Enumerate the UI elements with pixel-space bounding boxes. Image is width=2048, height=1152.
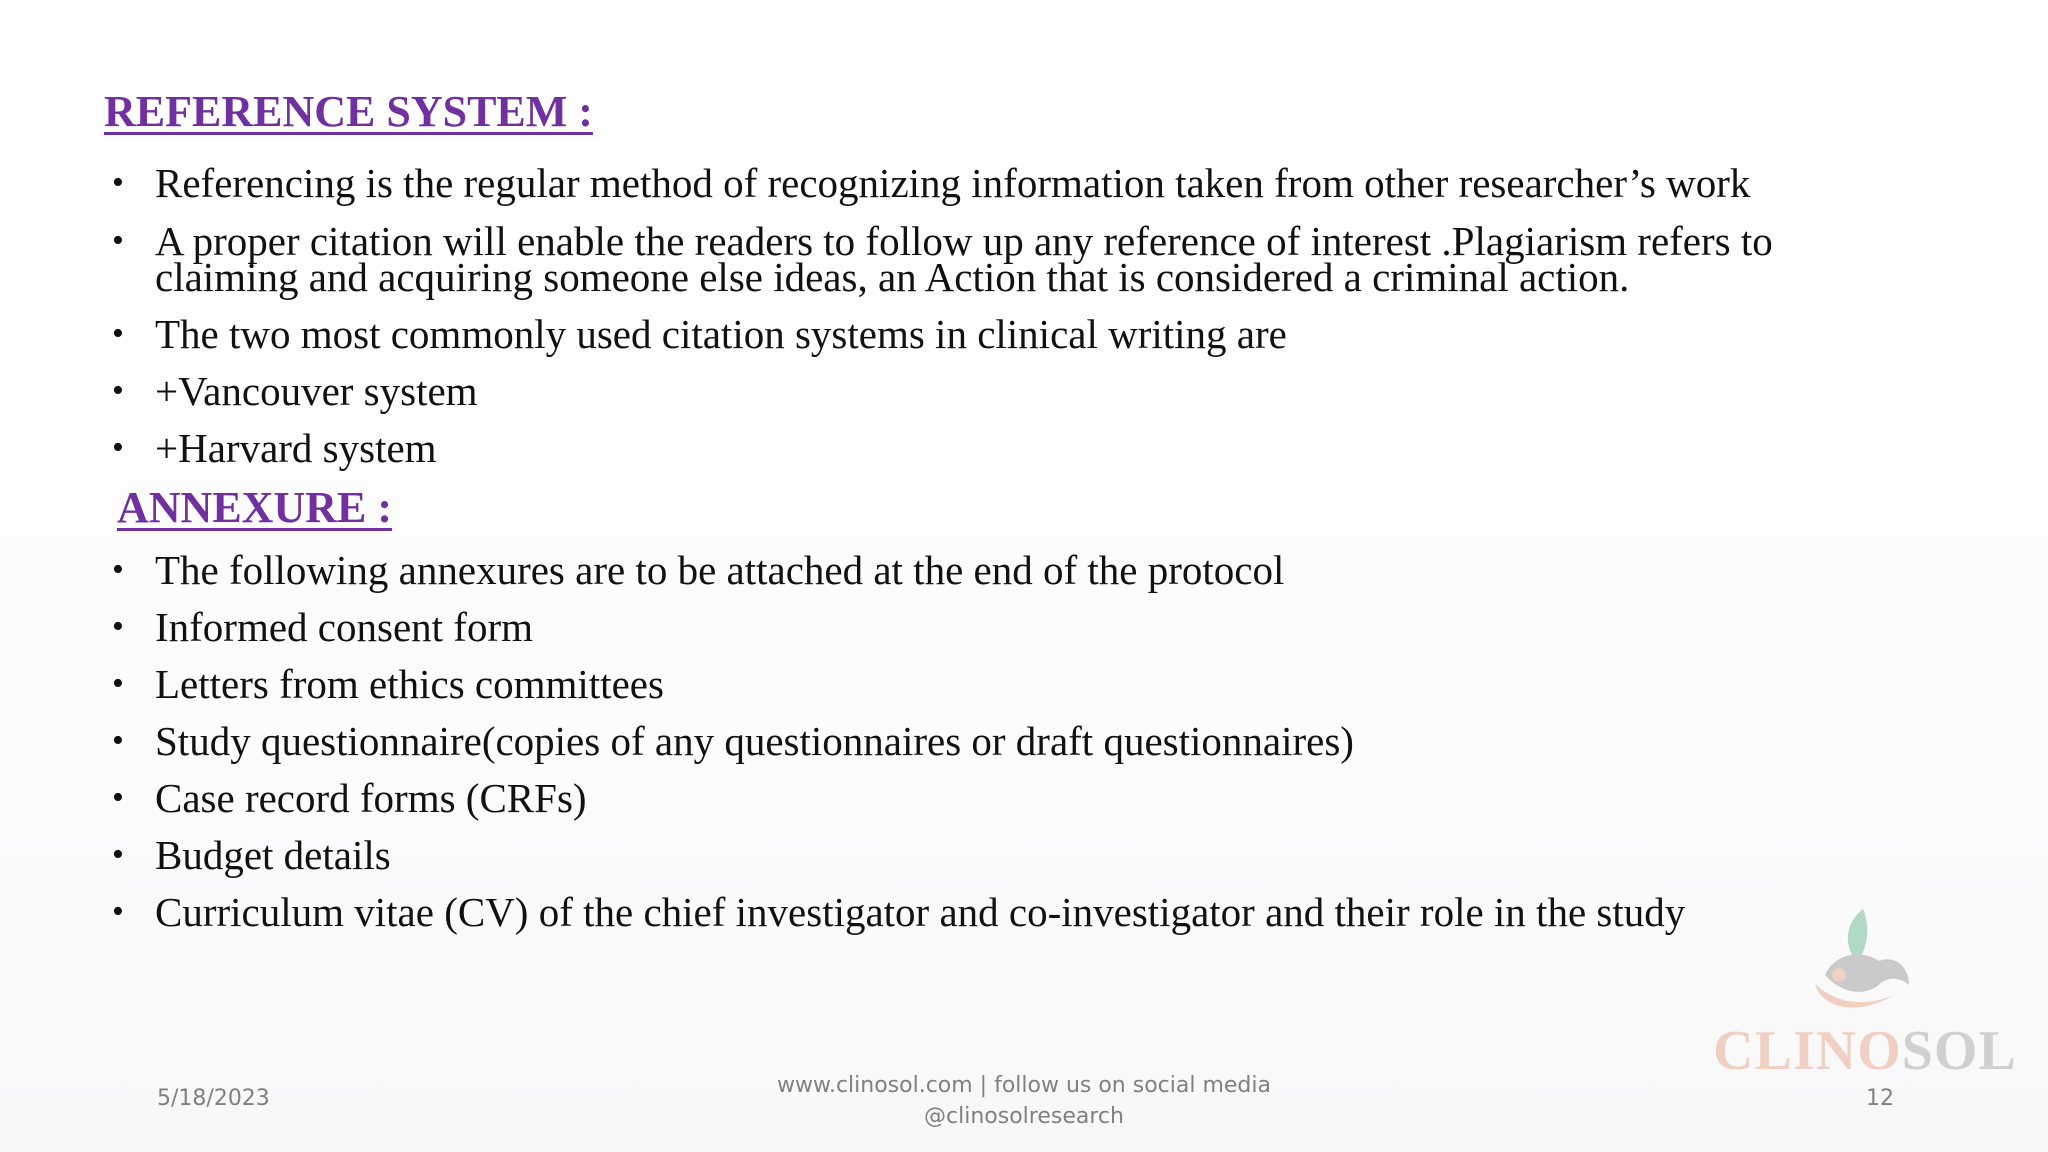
- list-item: [112, 311, 1773, 373]
- bullet-text: Referencing is the regular method of recognizing information taken from other researcher’s work: [155, 160, 1751, 206]
- bullet-icon: •: [112, 164, 124, 201]
- bullet-icon: •: [112, 893, 124, 930]
- bullet-icon: •: [112, 372, 124, 409]
- footer-date: 5/18/2023: [157, 1086, 270, 1111]
- bullet-text: Case record forms (CRFs): [155, 775, 587, 821]
- logo-wordmark: CLINOSOL: [1713, 1020, 2017, 1082]
- bullet-text: +Vancouver system: [155, 368, 478, 414]
- bullet-text: The following annexures are to be attached at the end of the protocol: [155, 547, 1285, 593]
- list-item: [112, 661, 1685, 723]
- list-item: [112, 160, 1773, 223]
- bullet-icon: •: [112, 722, 124, 759]
- annexure-bullet-list: [112, 547, 1686, 951]
- list-item: [112, 547, 1685, 609]
- footer-website-line: www.clinosol.com | follow us on social media: [776, 1073, 1271, 1098]
- footer-website: [720, 1070, 1328, 1132]
- bullet-text: Informed consent form: [155, 604, 533, 650]
- bullet-text: Curriculum vitae (CV) of the chief investigator and co-investigator and their role in the study: [155, 889, 1686, 935]
- list-item-continuation: [112, 254, 1773, 316]
- list-item: [112, 718, 1685, 780]
- list-item: [112, 775, 1685, 837]
- bullet-text: Budget details: [155, 832, 391, 878]
- bullet-text: +Harvard system: [155, 425, 437, 471]
- bullet-icon: •: [112, 608, 124, 645]
- bullet-text: Study questionnaire(copies of any questionnaires or draft questionnaires): [155, 718, 1354, 764]
- bullet-text: A proper citation will enable the readers to follow up any reference of interest .Plagiarism refers to: [155, 218, 1773, 264]
- list-item: [112, 425, 1773, 487]
- bullet-icon: •: [112, 836, 124, 873]
- bullet-icon: •: [112, 779, 124, 816]
- clinosol-logo: [1710, 905, 2020, 1082]
- annexure-heading: ANNEXURE :: [117, 483, 392, 532]
- bullet-icon: •: [112, 551, 124, 588]
- list-item: [112, 604, 1685, 666]
- reference-bullet-list: [112, 160, 1773, 487]
- slide-number: 12: [1866, 1086, 1894, 1111]
- bullet-text: claiming and acquiring someone else ideas, an Action that is considered a criminal action.: [155, 254, 1630, 300]
- bullet-icon: •: [112, 222, 124, 259]
- bullet-icon: •: [112, 429, 124, 466]
- bullet-text: The two most commonly used citation systems in clinical writing are: [155, 311, 1287, 357]
- bullet-icon: •: [112, 315, 124, 352]
- list-item: [112, 832, 1685, 894]
- leaf-hands-logo-icon: [1805, 905, 1925, 1015]
- reference-system-heading: REFERENCE SYSTEM :: [104, 87, 593, 136]
- list-item: [112, 368, 1773, 430]
- bullet-text: Letters from ethics committees: [155, 661, 664, 707]
- bullet-icon: •: [112, 665, 124, 702]
- list-item: [112, 889, 1686, 951]
- footer-social-handle: @clinosolresearch: [924, 1104, 1124, 1129]
